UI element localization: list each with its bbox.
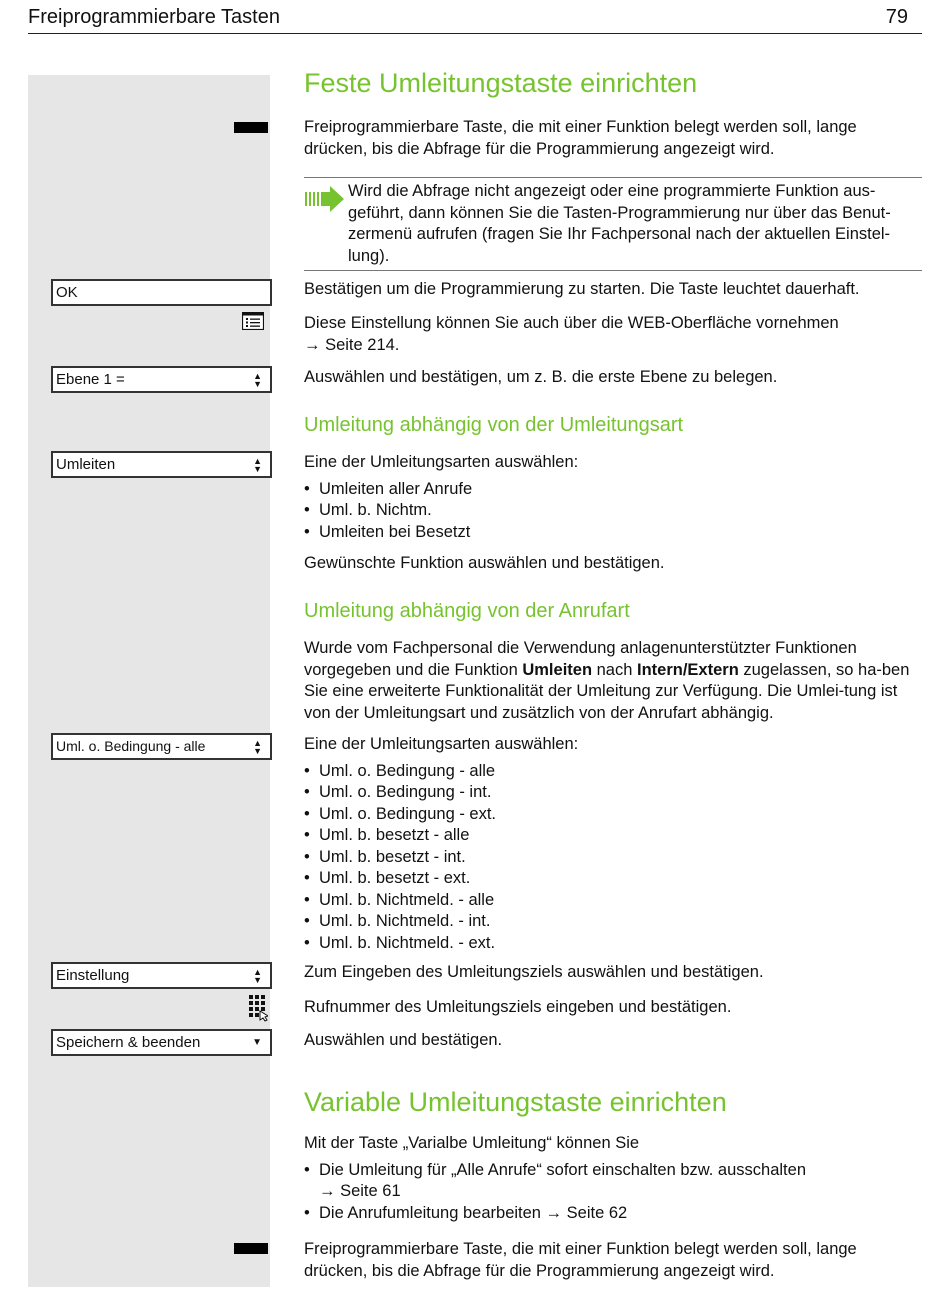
page-number: 79 (885, 6, 908, 28)
menu-option-label: Uml. o. Bedingung - alle (56, 738, 206, 754)
list-item: • Uml. o. Bedingung - int. (304, 782, 924, 804)
web-hint-text: Diese Einstellung können Sie auch über die WEB-Oberfläche vornehmen (304, 314, 839, 332)
section3-body (304, 734, 924, 954)
step-save: Auswählen und bestätigen. (304, 1031, 503, 1049)
function-name: Intern/Extern (637, 660, 739, 679)
note-text: Wird die Abfrage nicht angezeigt oder eine programmierte Funktion aus-geführt, dann können Sie die Tasten-Programmierung nur über das Benut-zermenü aufrufen (fragen Sie Ihr Fachpersonal nach der aktuellen Einstel-lung). (348, 182, 891, 265)
anrufart-list (304, 761, 924, 955)
list-item: • Die Anrufumleitung bearbeiten → Seite 62 (304, 1203, 924, 1225)
menu-option-label: OK (56, 284, 78, 301)
down-arrow-icon: ▼ (252, 1037, 262, 1048)
instruction-web (304, 313, 924, 356)
umleitungsart-list (304, 479, 924, 544)
page-reference-link[interactable]: → Seite 61 (319, 1182, 401, 1200)
keypad-icon (248, 994, 268, 1022)
menu-option-speichern[interactable] (51, 1029, 272, 1056)
step-enter-number: Rufnummer des Umleitungsziels eingeben und bestätigen. (304, 998, 732, 1016)
menu-option-label: Ebene 1 = (56, 371, 125, 388)
list-item: • Uml. o. Bedingung - ext. (304, 804, 924, 826)
up-down-arrow-icon: ▲ ▼ (253, 370, 262, 389)
note-box (304, 177, 922, 271)
menu-option-label: Einstellung (56, 967, 130, 984)
key-bar-icon (234, 122, 268, 133)
list-item: • Uml. b. Nichtmeld. - alle (304, 890, 924, 912)
hint-arrow-icon (304, 186, 346, 212)
page-reference-link[interactable]: → Seite 214. (304, 335, 400, 354)
up-down-arrow-icon: ▲ ▼ (253, 455, 262, 474)
list-item: • Uml. b. besetzt - ext. (304, 868, 924, 890)
list-item: • Uml. b. Nichtmeld. - int. (304, 911, 924, 933)
list-item: • Uml. b. besetzt - alle (304, 825, 924, 847)
menu-option-label: Speichern & beenden (56, 1034, 201, 1051)
menu-option-ok[interactable] (51, 279, 272, 306)
list-item: • Uml. b. Nichtmeld. - ext. (304, 933, 924, 955)
menu-option-umleiten[interactable] (51, 451, 272, 478)
menu-list-icon (242, 312, 264, 330)
menu-option-einstellung[interactable] (51, 962, 272, 989)
list-item: • Uml. o. Bedingung - alle (304, 761, 924, 783)
section-title-umleitungsart: Umleitung abhängig von der Umleitungsart (304, 414, 684, 436)
list-item (304, 1160, 924, 1203)
section-title-feste-umleitung: Feste Umleitungstaste einrichten (304, 68, 698, 98)
page-header-title: Freiprogrammierbare Tasten (28, 6, 280, 28)
function-name: Umleiten (522, 660, 593, 679)
list-item: • Uml. b. Nichtm. (304, 500, 924, 522)
section3-intro: Eine der Umleitungsarten auswählen: (304, 735, 579, 753)
list-item: • Uml. b. besetzt - int. (304, 847, 924, 869)
section-title-variable-umleitung: Variable Umleitungstaste einrichten (304, 1087, 727, 1117)
sidebar-panel (28, 75, 270, 1287)
instruction-confirm: Bestätigen um die Programmierung zu starten. Die Taste leuchtet dauerhaft. (304, 280, 860, 298)
paragraph-text: zugelassen, so ha-ben Sie eine erweiterte Funktionalität der Umleitung zur Verfügung. Die Umlei-tung ist von der Umleitungsart und zusätzlich von der Anrufart abhängig. (304, 660, 910, 722)
up-down-arrow-icon: ▲ ▼ (253, 966, 262, 985)
up-down-arrow-icon: ▲ ▼ (253, 737, 262, 756)
section4-body (304, 1133, 924, 1224)
list-item: • Umleiten aller Anrufe (304, 479, 924, 501)
step-select-target: Zum Eingeben des Umleitungsziels auswählen und bestätigen. (304, 963, 764, 981)
menu-option-label: Umleiten (56, 456, 116, 473)
instruction-long-press: Freiprogrammierbare Taste, die mit einer Funktion belegt werden soll, lange drücken, bis die Abfrage für die Programmierung angezeigt wird. (304, 118, 857, 158)
menu-option-uml-bedingung[interactable] (51, 733, 272, 760)
section2-intro: Eine der Umleitungsarten auswählen: (304, 453, 579, 471)
section4-intro: Mit der Taste „Varialbe Umleitung“ können Sie (304, 1134, 640, 1152)
menu-option-ebene[interactable] (51, 366, 272, 393)
list-item-text: • Die Umleitung für „Alle Anrufe“ sofort einschalten bzw. ausschalten (319, 1160, 806, 1179)
key-bar-icon (234, 1243, 268, 1254)
paragraph-text: Wurde vom Fachpersonal die Verwendung anlagenunterstützter Funktionen vorgegeben und die Funktion (304, 639, 857, 679)
section-title-anrufart: Umleitung abhängig von der Anrufart (304, 600, 630, 622)
section3-paragraph (304, 638, 924, 724)
list-item: • Umleiten bei Besetzt (304, 522, 924, 544)
section2-outro: Gewünschte Funktion auswählen und bestätigen. (304, 554, 665, 572)
variable-umleitung-list (304, 1160, 924, 1225)
instruction-long-press-2: Freiprogrammierbare Taste, die mit einer Funktion belegt werden soll, lange drücken, bis die Abfrage für die Programmierung angezeigt wird. (304, 1240, 857, 1280)
paragraph-text: nach (596, 660, 633, 679)
header-divider (28, 33, 922, 34)
section2-body (304, 452, 924, 543)
instruction-select-level: Auswählen und bestätigen, um z. B. die erste Ebene zu belegen. (304, 368, 778, 386)
